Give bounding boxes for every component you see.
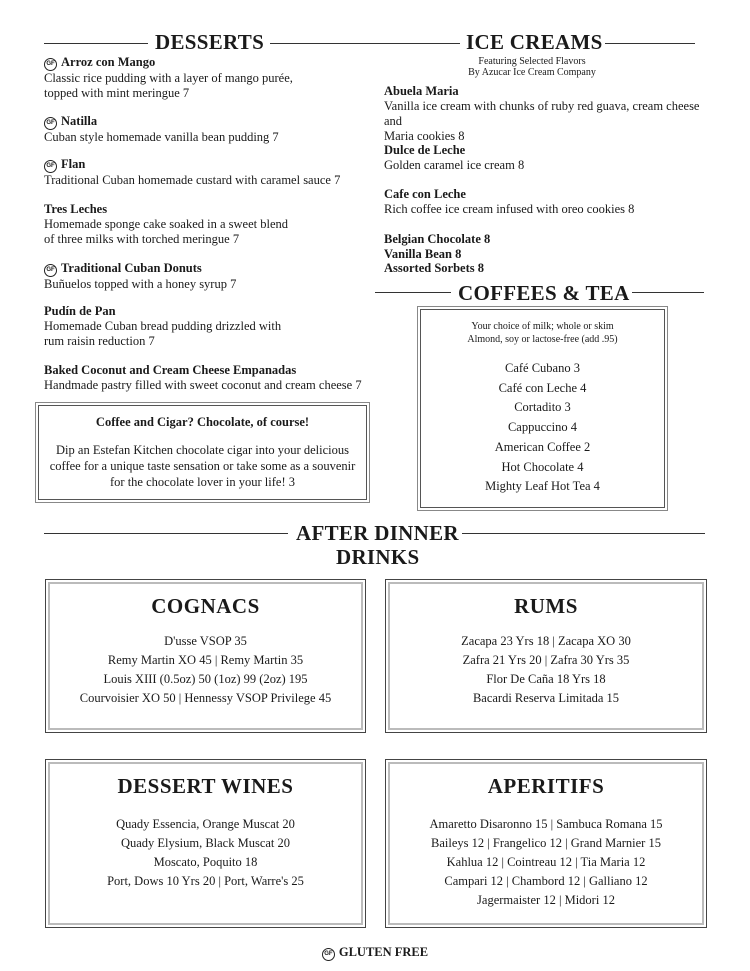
dessert-name-text: Natilla: [61, 114, 98, 128]
dessert-item: [44, 363, 374, 393]
cigar-title: Coffee and Cigar? Chocolate, of course!: [95, 415, 310, 429]
dessert-name: [44, 157, 374, 173]
aperitif-item: Kahlua 12 | Cointreau 12 | Tia Maria 12: [446, 855, 646, 869]
coffee-item: Cappuccino 4: [507, 420, 578, 435]
footer-gluten-free: [0, 945, 750, 961]
cognac-item: Louis XIII (0.5oz) 50 (1oz) 99 (2oz) 195: [103, 672, 308, 686]
aperitif-item: Jagermaister 12 | Midori 12: [477, 893, 615, 907]
coffees-rule-right: [632, 292, 704, 293]
desserts-rule-left: [44, 43, 148, 44]
dessert-item: [44, 157, 374, 188]
gluten-free-icon: GF: [44, 117, 57, 130]
coffee-item: Hot Chocolate 4: [501, 459, 584, 474]
dessert-wine-item: Port, Dows 10 Yrs 20 | Port, Warre's 25: [107, 874, 304, 888]
cognacs-title: COGNACS: [151, 594, 260, 618]
rum-item: Zafra 21 Yrs 20 | Zafra 30 Yrs 35: [462, 653, 630, 667]
ice-cream-name: Cafe con Leche: [384, 187, 466, 201]
ice-cream-item: [384, 261, 714, 276]
dessert-description: of three milks with torched meringue 7: [44, 232, 240, 246]
after-dinner-title-1: AFTER DINNER: [296, 521, 459, 545]
ice-cream-description: Golden caramel ice cream 8: [384, 158, 525, 172]
coffee-item: Cortadito 3: [514, 400, 571, 415]
ice-cream-name: Belgian Chocolate 8: [384, 232, 491, 246]
rums-title: RUMS: [514, 594, 578, 618]
dessert-description: Homemade sponge cake soaked in a sweet blend: [44, 217, 289, 231]
ice-cream-description: Rich coffee ice cream infused with oreo cookies 8: [384, 202, 635, 216]
dessert-name-text: Flan: [61, 157, 86, 171]
ice-creams-rule-right: [605, 43, 695, 44]
rum-item: Flor De Caña 18 Yrs 18: [486, 672, 606, 686]
coffee-box: [420, 309, 665, 508]
coffee-item: Café con Leche 4: [498, 380, 587, 395]
ice-cream-item: [384, 143, 714, 173]
dessert-description: Buñuelos topped with a honey syrup 7: [44, 277, 237, 291]
dessert-wine-item: Quady Essencia, Orange Muscat 20: [116, 817, 295, 831]
dessert-description: topped with mint meringue 7: [44, 86, 190, 100]
rums-list: [386, 632, 706, 708]
dessert-description: Homemade Cuban bread pudding drizzled with: [44, 319, 282, 333]
dessert-item: [44, 202, 374, 247]
after-dinner-rule-right: [462, 533, 705, 534]
dessert-description: rum raisin reduction 7: [44, 334, 155, 348]
desserts-rule-right: [270, 43, 460, 44]
aperitif-item: Baileys 12 | Frangelico 12 | Grand Marnier 15: [431, 836, 661, 850]
dessert-description: Cuban style homemade vanilla bean pudding 7: [44, 130, 279, 144]
ice-cream-item: [384, 247, 714, 262]
cigar-line-2: coffee for a unique taste sensation or take some as a souvenir: [49, 459, 356, 473]
coffee-note-1: Your choice of milk; whole or skim: [471, 321, 614, 332]
coffee-list: [421, 359, 664, 497]
dessert-wine-item: Quady Elysium, Black Muscat 20: [120, 836, 291, 850]
gluten-free-icon: GF: [322, 948, 335, 961]
coffee-item: Mighty Leaf Hot Tea 4: [485, 479, 600, 494]
dessert-description: Classic rice pudding with a layer of mango purée,: [44, 71, 293, 85]
ice-creams-title: ICE CREAMS: [466, 30, 603, 54]
dessert-item: [44, 55, 374, 101]
aperitifs-box: [385, 759, 707, 928]
gluten-free-icon: GF: [44, 58, 57, 71]
dessert-item: [44, 114, 374, 145]
dessert-wines-title: DESSERT WINES: [117, 774, 294, 798]
desserts-title: DESSERTS: [155, 30, 265, 54]
dessert-name-text: Traditional Cuban Donuts: [61, 261, 202, 275]
dessert-name: [44, 261, 374, 277]
coffee-note-2: Almond, soy or lactose-free (add .95): [467, 334, 618, 345]
ice-cream-item: [384, 84, 714, 144]
gluten-free-icon: GF: [44, 264, 57, 277]
cigar-line-3: for the chocolate lover in your life! 3: [110, 475, 295, 489]
ice-cream-description: Vanilla ice cream with chunks of ruby red guava, cream cheese and: [384, 99, 700, 128]
cigar-line-1: Dip an Estefan Kitchen chocolate cigar into your delicious: [56, 443, 349, 457]
coffee-list-wrap: [421, 359, 664, 497]
aperitifs-title: APERITIFS: [487, 774, 605, 798]
ice-creams-subtitle-1: Featuring Selected Flavors: [478, 56, 586, 67]
after-dinner-rule-left: [44, 533, 288, 534]
gluten-free-icon: GF: [44, 160, 57, 173]
aperitif-item: Campari 12 | Chambord 12 | Galliano 12: [444, 874, 648, 888]
dessert-item: [44, 304, 374, 349]
coffees-title: COFFEES & TEA: [458, 281, 630, 305]
rum-item: Zacapa 23 Yrs 18 | Zacapa XO 30: [461, 634, 631, 648]
ice-cream-description: Maria cookies 8: [384, 129, 465, 143]
ice-cream-name: Abuela Maria: [384, 84, 459, 98]
dessert-name: [44, 363, 374, 378]
cigar-box: [38, 405, 367, 500]
coffee-item: Café Cubano 3: [505, 361, 580, 375]
gluten-free-label: GLUTEN FREE: [338, 945, 429, 959]
coffee-item: American Coffee 2: [494, 439, 591, 454]
ice-cream-item: [384, 187, 714, 217]
rums-box: [385, 579, 707, 733]
dessert-item: [44, 261, 374, 292]
after-dinner-title-2: DRINKS: [336, 545, 420, 569]
dessert-name-text: Pudín de Pan: [44, 304, 116, 318]
coffees-rule-left: [375, 292, 451, 293]
dessert-name: [44, 304, 374, 319]
dessert-wine-item: Moscato, Poquito 18: [153, 855, 258, 869]
dessert-wines-box: [45, 759, 366, 928]
dessert-name-text: Tres Leches: [44, 202, 108, 216]
dessert-wines-list: [46, 815, 365, 891]
cognac-item: D'usse VSOP 35: [164, 634, 247, 648]
aperitifs-list: [386, 815, 706, 910]
dessert-name: [44, 114, 374, 130]
dessert-description: Traditional Cuban homemade custard with caramel sauce 7: [44, 173, 341, 187]
dessert-name: [44, 202, 374, 217]
cognacs-box: [45, 579, 366, 733]
rum-item: Bacardi Reserva Limitada 15: [472, 691, 620, 705]
cognacs-list: [46, 632, 365, 708]
ice-creams-subtitle-2: By Azucar Ice Cream Company: [468, 67, 596, 78]
ice-cream-name: Assorted Sorbets 8: [384, 261, 484, 275]
ice-cream-item: [384, 232, 714, 247]
dessert-description: Handmade pastry filled with sweet coconut and cream cheese 7: [44, 378, 362, 392]
ice-cream-name: Dulce de Leche: [384, 143, 466, 157]
ice-cream-name: Vanilla Bean 8: [384, 247, 462, 261]
cognac-item: Remy Martin XO 45 | Remy Martin 35: [107, 653, 304, 667]
aperitif-item: Amaretto Disaronno 15 | Sambuca Romana 15: [429, 817, 663, 831]
cognac-item: Courvoisier XO 50 | Hennessy VSOP Privilege 45: [79, 691, 332, 705]
dessert-name: [44, 55, 374, 71]
dessert-name-text: Baked Coconut and Cream Cheese Empanadas: [44, 363, 297, 377]
dessert-name-text: Arroz con Mango: [61, 55, 156, 69]
